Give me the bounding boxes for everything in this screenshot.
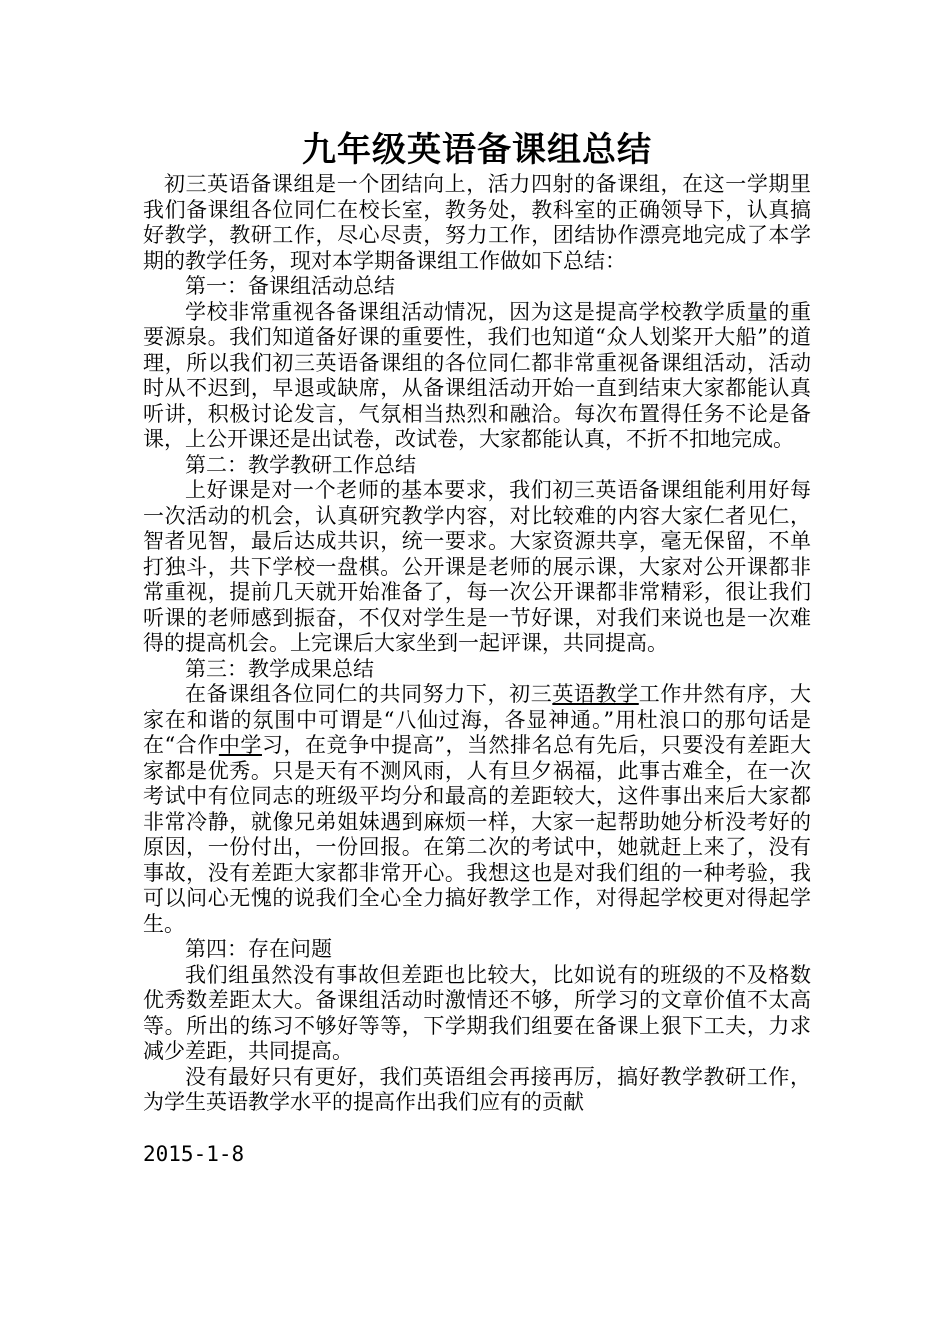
section-1-heading: 第一：备课组活动总结 — [185, 274, 395, 298]
document-title: 九年级英语备课组总结 — [302, 130, 652, 170]
section-2-body: 上好课是对一个老师的基本要求，我们初三英语备课组能利用好每一次活动的机会，认真研究教学内容，对比较难的内容大家仁者见仁，智者见智，最后达成共识，统一要求。大家资源共享，毫无保留，不单打独斗，共下学校一盘棋。公开课是老师的展示课，大家对公开课都非常重视，提前几天就开始准备了，每一次公开课都非常精彩，很让我们听课的老师感到振奋，不仅对学生是一节好课，对我们来说也是一次难得的提高机会。上完课后大家坐到一起评课，共同提高。 — [143, 478, 811, 655]
section-4-heading: 第四：存在问题 — [185, 937, 332, 961]
middle-school-link[interactable]: 中学 — [218, 733, 262, 757]
closing-paragraph: 没有最好只有更好，我们英语组会再接再厉，搞好教学教研工作，为学生英语教学水平的提高作出我们应有的贡献 — [143, 1064, 811, 1114]
section-3-body — [143, 682, 811, 937]
english-teaching-link[interactable]: 英语教学 — [552, 682, 639, 706]
section-4-body: 我们组虽然没有事故但差距也比较大，比如说有的班级的不及格数优秀数差距太大。备课组活动时激情还不够，所学习的文章价值不太高等。所出的练习不够好等等，下学期我们组要在备课上狠下工夫，力求减少差距，共同提高。 — [143, 962, 811, 1063]
section-3-text-a: 在备课组各位同仁的共同努力下，初三 — [185, 682, 553, 706]
section-3-heading: 第三：教学成果总结 — [185, 656, 374, 681]
section-3-text-c: 习，在竞争中提高”，当然排名总有先后，只要没有差距大家都是优秀。只是天有不测风雨，人有旦夕祸福，此事古难全，在一次考试中有位同志的班级平均分和最高的差距较大，这件事出来后大家都非常冷静，就像兄弟姐妹遇到麻烦一样，大家一起帮助她分析没考好的原因，一份付出，一份回报。在第二次的考试中，她就赶上来了，没有事故，没有差距大家都非常开心。我想这也是对我们组的一种考验，我可以问心无愧的说我们全心全力搞好教学工作，对得起学校更对得起学生。 — [143, 733, 812, 936]
section-2-heading: 第二：教学教研工作总结 — [185, 452, 416, 477]
section-3-text-b: 工作井然有序，大家在和谐的氛围中可谓是“八仙过海，各显神通。”用杜浪口的那句话是在“合作 — [143, 682, 812, 757]
section-1-body: 学校非常重视各备课组活动情况，因为这是提高学校教学质量的重要源泉。我们知道备好课的重要性，我们也知道“众人划桨开大船”的道理，所以我们初三英语备课组的各位同仁都非常重视备课组活动，活动时从不迟到，早退或缺席，从备课组活动开始一直到结束大家都能认真听讲，积极讨论发言，气氛相当热烈和融洽。每次布置得任务不论是备课，上公开课还是出试卷，改试卷，大家都能认真，不折不扣地完成。 — [143, 299, 811, 451]
intro-paragraph: 初三英语备课组是一个团结向上，活力四射的备课组，在这一学期里我们备课组各位同仁在校长室，教务处，教科室的正确领导下，认真搞好教学，教研工作，尽心尽责，努力工作，团结协作漂亮地完成了本学期的教学任务，现对本学期备课组工作做如下总结： — [143, 172, 811, 273]
document-date: 2015-1-8 — [143, 1141, 245, 1166]
document-page — [143, 128, 811, 1167]
